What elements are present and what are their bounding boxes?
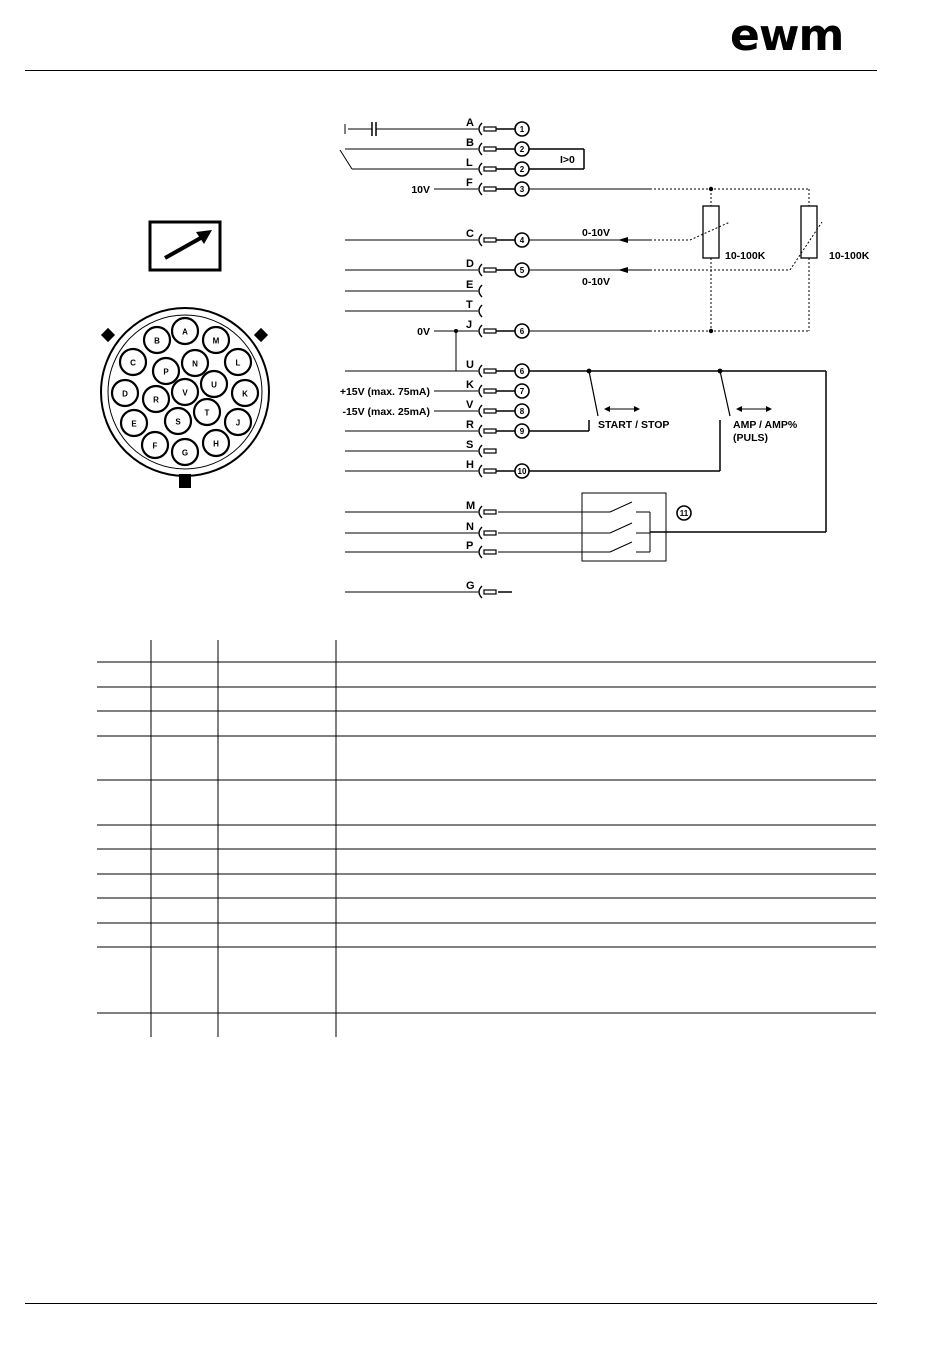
- socket-pin: [120, 349, 146, 375]
- schematic-row: [345, 258, 529, 277]
- pin-letter: C: [466, 228, 474, 240]
- socket-pin: [121, 410, 147, 436]
- terminal-number: 7: [519, 387, 525, 396]
- schematic-row: [411, 177, 529, 196]
- pot2-label: 10-100K: [829, 250, 870, 262]
- socket-pin-label: G: [181, 448, 189, 458]
- row-label: -15V (max. 25mA): [342, 406, 430, 418]
- socket-pin-label: B: [154, 336, 160, 346]
- terminal-number: 1: [519, 125, 525, 134]
- socket-pin-label: H: [213, 439, 219, 449]
- socket-pin: [172, 318, 198, 344]
- row-label: 10V: [411, 184, 430, 196]
- pin-letter: S: [466, 439, 474, 451]
- terminal-number: 6: [519, 367, 525, 376]
- pin-letter: E: [466, 279, 474, 291]
- terminal-number: 5: [519, 266, 525, 275]
- socket-pin-label: M: [212, 336, 220, 346]
- row-label: 0V: [417, 326, 430, 338]
- socket-pin-label: U: [211, 380, 217, 390]
- socket-pin: [194, 399, 220, 425]
- socket-pin: [232, 380, 258, 406]
- voltage-d-label: 0-10V: [582, 276, 611, 288]
- schematic-row: [345, 419, 529, 438]
- pin-letter: D: [466, 258, 474, 270]
- remote-control-icon: [150, 222, 220, 270]
- socket-pin: [144, 327, 170, 353]
- pin-letter: T: [466, 299, 473, 311]
- terminal-number: 10: [517, 467, 527, 476]
- pin-letter: U: [466, 359, 474, 371]
- socket-pin: [143, 386, 169, 412]
- schematic-row: [345, 459, 529, 478]
- pin-letter: N: [466, 521, 474, 533]
- terminal-number: 4: [519, 236, 525, 245]
- schematic-row: [345, 540, 496, 558]
- row-label: +15V (max. 75mA): [339, 386, 430, 398]
- terminal-number: 2: [519, 165, 525, 174]
- socket-pin-label: E: [131, 419, 137, 429]
- voltage-c-label: 0-10V: [582, 227, 611, 239]
- socket-pin-label: R: [153, 395, 159, 405]
- schematic-row: [345, 439, 496, 457]
- pin-letter: H: [466, 459, 474, 471]
- schematic-row: [345, 228, 529, 247]
- terminal-number: 3: [519, 185, 525, 194]
- socket-pin: [203, 430, 229, 456]
- schematic-row: [345, 299, 482, 317]
- socket-pin-label: F: [152, 441, 158, 451]
- pin-letter: M: [466, 500, 476, 512]
- socket-pin-label: A: [182, 327, 188, 337]
- schematic-row: [466, 137, 529, 156]
- socket-pin-label: C: [130, 358, 136, 368]
- socket-pin-label: L: [235, 358, 241, 368]
- pin-letter: J: [466, 319, 473, 331]
- socket-pin-label: P: [163, 367, 169, 377]
- schematic-row: [417, 319, 529, 338]
- logo-text: ewm: [730, 10, 844, 61]
- terminal-number: 6: [519, 327, 525, 336]
- socket-pin: [165, 408, 191, 434]
- current-flow-label: I>0: [560, 154, 575, 166]
- schematic-row: [340, 379, 529, 398]
- pot1-label: 10-100K: [725, 250, 766, 262]
- socket-pin-label: N: [192, 359, 198, 369]
- pin-letter: G: [466, 580, 475, 592]
- socket-pin: [172, 379, 198, 405]
- socket-pin: [182, 350, 208, 376]
- terminal-number: 2: [519, 145, 525, 154]
- pin-letter: A: [466, 117, 474, 129]
- relay-number: 11: [679, 509, 689, 518]
- schematic-row: [342, 399, 529, 418]
- schematic-row: [466, 117, 529, 136]
- puls-label: (PULS): [733, 432, 768, 444]
- schematic: [340, 117, 870, 598]
- socket-pin: [153, 358, 179, 384]
- terminal-number: 8: [519, 407, 525, 416]
- socket-pin-label: J: [235, 418, 241, 428]
- socket-pin: [225, 349, 251, 375]
- schematic-row: [466, 157, 529, 176]
- socket-pin-label: S: [175, 417, 181, 427]
- pin-letter: V: [466, 399, 474, 411]
- pin-letter: L: [466, 157, 473, 169]
- amp-label: AMP / AMP%: [733, 419, 798, 431]
- pin-letter: K: [466, 379, 474, 391]
- socket-pin: [225, 409, 251, 435]
- schematic-row: [345, 521, 496, 539]
- schematic-row: [345, 359, 529, 378]
- schematic-row: [345, 500, 496, 518]
- socket-pin-label: K: [242, 389, 248, 399]
- socket-pin: [112, 380, 138, 406]
- socket-pin-label: T: [204, 408, 210, 418]
- schematic-row: [345, 279, 482, 297]
- socket-pin: [172, 439, 198, 465]
- socket-pin-label: D: [122, 389, 128, 399]
- schematic-row: [345, 580, 496, 598]
- start-stop-label: START / STOP: [598, 419, 670, 431]
- pin-letter: R: [466, 419, 474, 431]
- socket-pin-label: V: [182, 388, 188, 398]
- pin-letter: P: [466, 540, 474, 552]
- pin-letter: F: [466, 177, 473, 189]
- socket-pin: [142, 432, 168, 458]
- pin-letter: B: [466, 137, 474, 149]
- pin-table-grid: [97, 640, 876, 1037]
- connector-socket: [101, 308, 269, 488]
- socket-pin: [201, 371, 227, 397]
- socket-pin: [203, 327, 229, 353]
- terminal-number: 9: [519, 427, 525, 436]
